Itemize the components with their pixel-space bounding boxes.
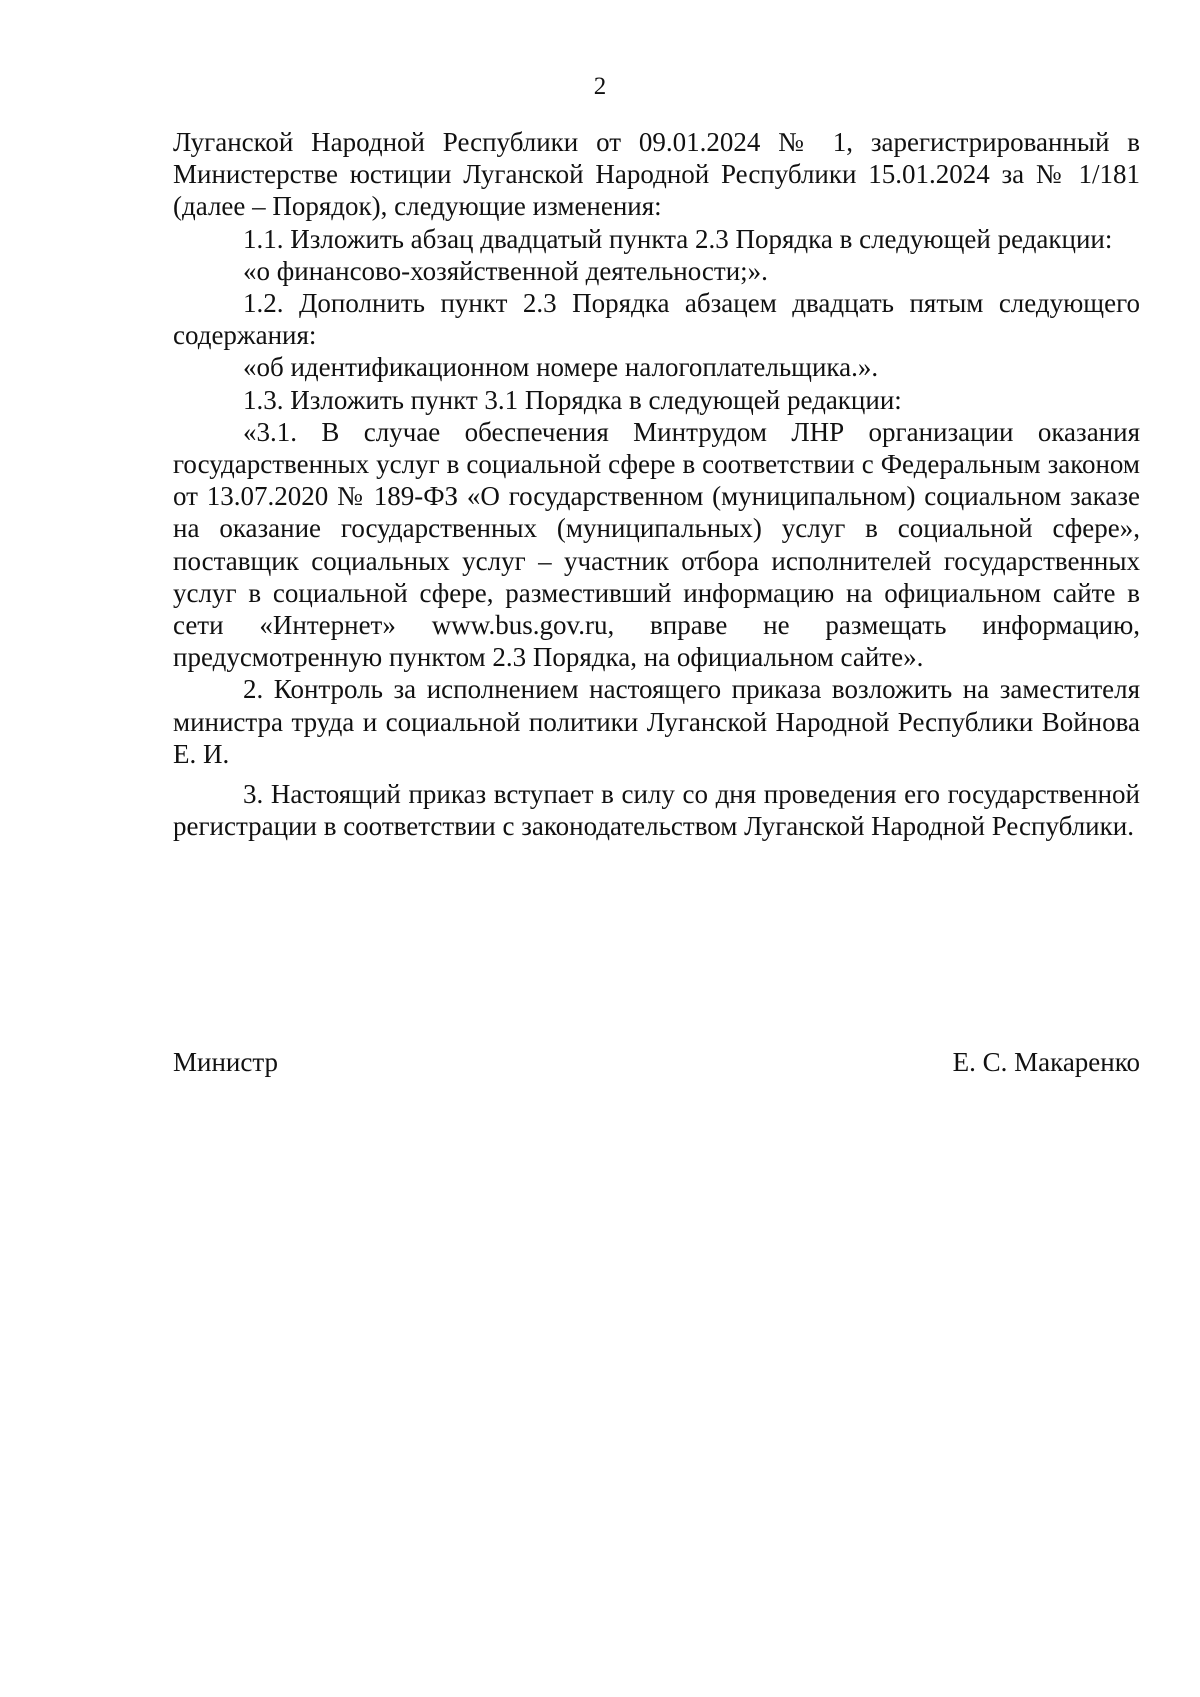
paragraph-item-3: 3. Настоящий приказ вступает в силу со дня проведения его государственной регистрации в соответствии с законодательством Луганской Народной Республики. [173,779,1140,842]
paragraph-item-1-3: 1.3. Изложить пункт 3.1 Порядка в следующей редакции: [243,384,902,415]
signatory-name: Е. С. Макаренко [952,1047,1140,1077]
paragraph-quote-1-3: «3.1. В случае обеспечения Минтрудом ЛНР организации оказания государственных услуг в социальной сфере в соответствии с Федеральным законом от 13.07.2020 № 189-ФЗ «О государственном (муниципальном) социальном заказе на оказание государственных (муниципальных) услуг в социальной сфере», поставщик социальных услуг – участник отбора исполнителей государственных услуг в социальной сфере, разместивший информацию на официальном сайте в сети «Интернет» www.bus.gov.ru, вправе не размещать информацию, предусмотренную пунктом 2.3 Порядка, на официальном сайте». [173,416,1140,673]
signature-block [173,1046,1140,1078]
paragraph-quote-1-1: «о финансово-хозяйственной деятельности;». [243,255,768,286]
paragraph-quote-1-2: «об идентификационном номере налогоплательщика.». [243,352,879,383]
document-body [173,126,1140,842]
paragraph-item-1-2: 1.2. Дополнить пункт 2.3 Порядка абзацем двадцать пятым следующего содержания: [173,288,1140,351]
paragraph-item-1-1: 1.1. Изложить абзац двадцатый пункта 2.3 Порядка в следующей редакции: [243,223,1113,254]
signatory-position: Министр [173,1047,278,1077]
page-number: 2 [593,73,607,100]
paragraph-continuation: Луганской Народной Республики от 09.01.2024 № 1, зарегистрированный в Министерстве юстиции Луганской Народной Республики 15.01.2024 за № 1/181 (далее – Порядок), следующие изменения: [173,127,1140,222]
paragraph-item-2: 2. Контроль за исполнением настоящего приказа возложить на заместителя министра труда и социальной политики Луганской Народной Республики Войнова Е. И. [173,674,1140,769]
